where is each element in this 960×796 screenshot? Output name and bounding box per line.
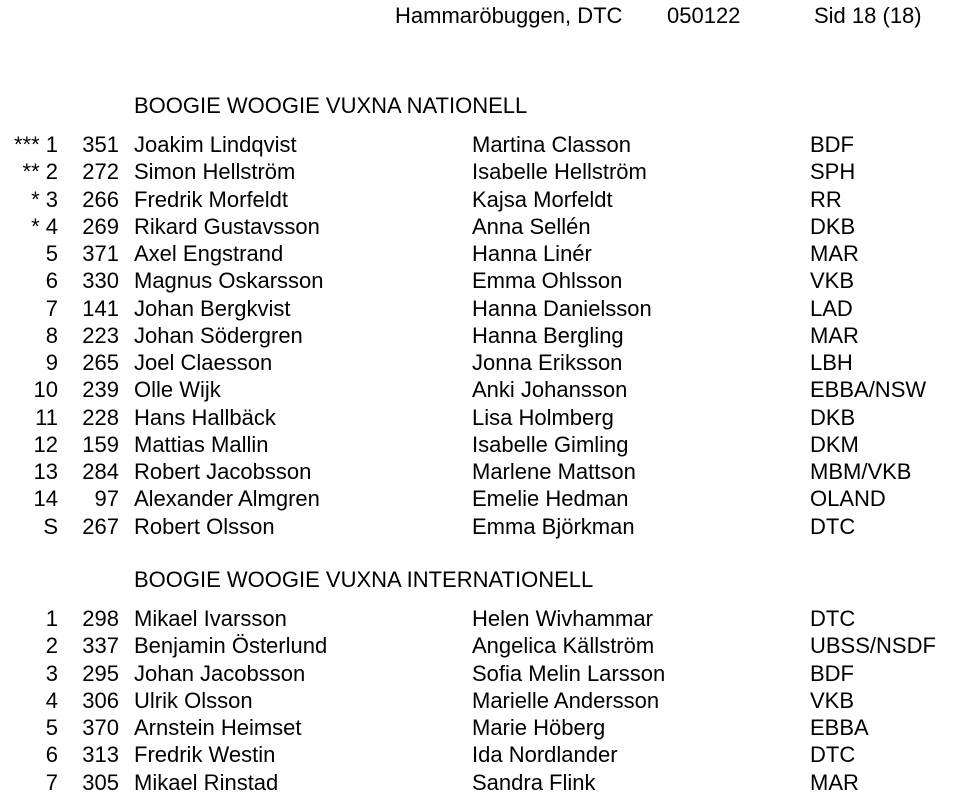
- club-code: VKB: [810, 268, 855, 294]
- lead-dancer: Rikard Gustavsson: [134, 213, 320, 239]
- club-code: EBBA/NSW: [810, 377, 927, 403]
- follow-dancer: Emma Björkman: [472, 513, 635, 539]
- start-number: 371: [82, 241, 119, 266]
- lead-dancer: Johan Jacobsson: [134, 660, 306, 686]
- placing: 8: [45, 322, 58, 348]
- club-code: DTC: [810, 513, 856, 539]
- club-code: OLAND: [810, 486, 886, 512]
- start-number: 266: [82, 186, 119, 212]
- competition-title: Hammaröbuggen, DTC: [395, 3, 623, 28]
- lead-dancer: Alexander Almgren: [134, 486, 320, 512]
- result-row: [0, 213, 958, 240]
- lead-dancer: Mattias Mallin: [134, 431, 269, 457]
- result-row: [0, 186, 958, 213]
- start-number: 223: [82, 322, 119, 348]
- lead-dancer: Magnus Oskarsson: [134, 268, 324, 294]
- competition-date: 050122: [667, 3, 741, 28]
- club-code: BDF: [810, 132, 854, 157]
- club-code: MAR: [810, 241, 859, 266]
- placing: 5: [45, 241, 58, 266]
- follow-dancer: Jonna Eriksson: [472, 350, 623, 375]
- start-number: 370: [82, 715, 119, 740]
- placing: ** 2: [22, 159, 58, 185]
- follow-dancer: Isabelle Hellström: [472, 159, 647, 185]
- follow-dancer: Hanna Bergling: [472, 322, 624, 348]
- start-number: 97: [94, 486, 119, 512]
- lead-dancer: Olle Wijk: [134, 377, 221, 403]
- club-code: MAR: [810, 322, 859, 348]
- result-row: [0, 295, 958, 322]
- start-number: 265: [82, 350, 119, 375]
- result-row: [0, 322, 958, 349]
- page-header: [0, 2, 958, 30]
- club-code: LAD: [810, 295, 853, 321]
- club-code: DKB: [810, 213, 856, 239]
- club-code: DKB: [810, 404, 856, 430]
- follow-dancer: Anki Johansson: [472, 377, 628, 403]
- placing: 12: [33, 431, 58, 457]
- lead-dancer: Simon Hellström: [134, 159, 296, 185]
- start-number: 305: [82, 769, 119, 795]
- lead-dancer: Axel Engstrand: [134, 241, 284, 266]
- result-row: [0, 376, 958, 403]
- lead-dancer: Arnstein Heimset: [134, 715, 302, 740]
- follow-dancer: Helen Wivhammar: [472, 606, 653, 631]
- lead-dancer: Fredrik Westin: [134, 742, 276, 768]
- lead-dancer: Joakim Lindqvist: [134, 132, 297, 157]
- result-row: [0, 605, 958, 632]
- placing: 9: [45, 350, 58, 375]
- page-number: Sid 18 (18): [814, 3, 922, 28]
- follow-dancer: Kajsa Morfeldt: [472, 186, 613, 212]
- placing: 3: [45, 660, 58, 686]
- club-code: UBSS/NSDF: [810, 633, 936, 659]
- placing: 10: [33, 377, 58, 403]
- lead-dancer: Mikael Ivarsson: [134, 606, 287, 631]
- start-number: 351: [82, 132, 119, 157]
- placing: 14: [33, 486, 58, 512]
- result-row: [0, 660, 958, 687]
- start-number: 269: [82, 213, 119, 239]
- result-row: [0, 714, 958, 741]
- result-row: [0, 267, 958, 294]
- follow-dancer: Hanna Linér: [472, 241, 592, 266]
- start-number: 284: [82, 459, 119, 484]
- placing: *** 1: [13, 132, 58, 157]
- follow-dancer: Marielle Andersson: [472, 687, 660, 713]
- result-row: [0, 513, 958, 540]
- start-number: 239: [82, 377, 119, 403]
- club-code: DKM: [810, 431, 859, 457]
- result-row: [0, 158, 958, 185]
- result-row: [0, 349, 958, 376]
- result-row: [0, 131, 958, 158]
- follow-dancer: Marie Höberg: [472, 715, 606, 740]
- placing: S: [43, 513, 58, 539]
- club-code: VKB: [810, 687, 855, 713]
- follow-dancer: Marlene Mattson: [472, 459, 636, 484]
- follow-dancer: Martina Classon: [472, 132, 631, 157]
- lead-dancer: Hans Hallbäck: [134, 404, 276, 430]
- placing: 2: [45, 633, 58, 659]
- club-code: EBBA: [810, 715, 869, 740]
- club-code: DTC: [810, 606, 856, 631]
- lead-dancer: Johan Bergkvist: [134, 295, 291, 321]
- follow-dancer: Sofia Melin Larsson: [472, 660, 666, 686]
- follow-dancer: Ida Nordlander: [472, 742, 618, 768]
- result-row: [0, 431, 958, 458]
- lead-dancer: Robert Jacobsson: [134, 459, 312, 484]
- placing: * 4: [31, 213, 58, 239]
- result-row: [0, 769, 958, 796]
- club-code: SPH: [810, 159, 856, 185]
- placing: 6: [45, 268, 58, 294]
- follow-dancer: Hanna Danielsson: [472, 295, 652, 321]
- lead-dancer: Robert Olsson: [134, 513, 275, 539]
- start-number: 295: [82, 660, 119, 686]
- follow-dancer: Sandra Flink: [472, 769, 596, 795]
- placing: 7: [45, 769, 58, 795]
- start-number: 298: [82, 606, 119, 631]
- follow-dancer: Angelica Källström: [472, 633, 655, 659]
- club-code: BDF: [810, 660, 854, 686]
- placing: 1: [45, 606, 58, 631]
- placing: * 3: [31, 186, 58, 212]
- placing: 4: [45, 687, 58, 713]
- lead-dancer: Ulrik Olsson: [134, 687, 253, 713]
- start-number: 141: [82, 295, 119, 321]
- club-code: LBH: [810, 350, 853, 375]
- result-row: [0, 458, 958, 485]
- follow-dancer: Emma Ohlsson: [472, 268, 623, 294]
- lead-dancer: Mikael Rinstad: [134, 769, 279, 795]
- placing: 11: [35, 404, 58, 430]
- lead-dancer: Benjamin Österlund: [134, 633, 328, 659]
- result-row: [0, 687, 958, 714]
- follow-dancer: Isabelle Gimling: [472, 431, 629, 457]
- placing: 6: [45, 742, 58, 768]
- placing: 5: [45, 715, 58, 740]
- start-number: 313: [82, 742, 119, 768]
- start-number: 159: [82, 431, 119, 457]
- section-title: BOOGIE WOOGIE VUXNA NATIONELL: [134, 93, 528, 118]
- start-number: 306: [82, 687, 119, 713]
- club-code: DTC: [810, 742, 856, 768]
- result-row: [0, 485, 958, 512]
- placing: 13: [33, 459, 58, 484]
- lead-dancer: Johan Södergren: [134, 322, 303, 348]
- result-row: [0, 404, 958, 431]
- start-number: 330: [82, 268, 119, 294]
- club-code: MBM/VKB: [810, 459, 912, 484]
- lead-dancer: Fredrik Morfeldt: [134, 186, 289, 212]
- follow-dancer: Lisa Holmberg: [472, 404, 614, 430]
- result-row: [0, 240, 958, 267]
- start-number: 228: [82, 404, 119, 430]
- follow-dancer: Emelie Hedman: [472, 486, 629, 512]
- start-number: 337: [82, 633, 119, 659]
- result-row: [0, 632, 958, 659]
- start-number: 272: [82, 159, 119, 185]
- club-code: MAR: [810, 769, 859, 795]
- section-title: BOOGIE WOOGIE VUXNA INTERNATIONELL: [134, 567, 594, 592]
- start-number: 267: [82, 513, 119, 539]
- follow-dancer: Anna Sellén: [472, 213, 591, 239]
- club-code: RR: [810, 186, 842, 212]
- placing: 7: [45, 295, 58, 321]
- result-row: [0, 741, 958, 768]
- lead-dancer: Joel Claesson: [134, 350, 273, 375]
